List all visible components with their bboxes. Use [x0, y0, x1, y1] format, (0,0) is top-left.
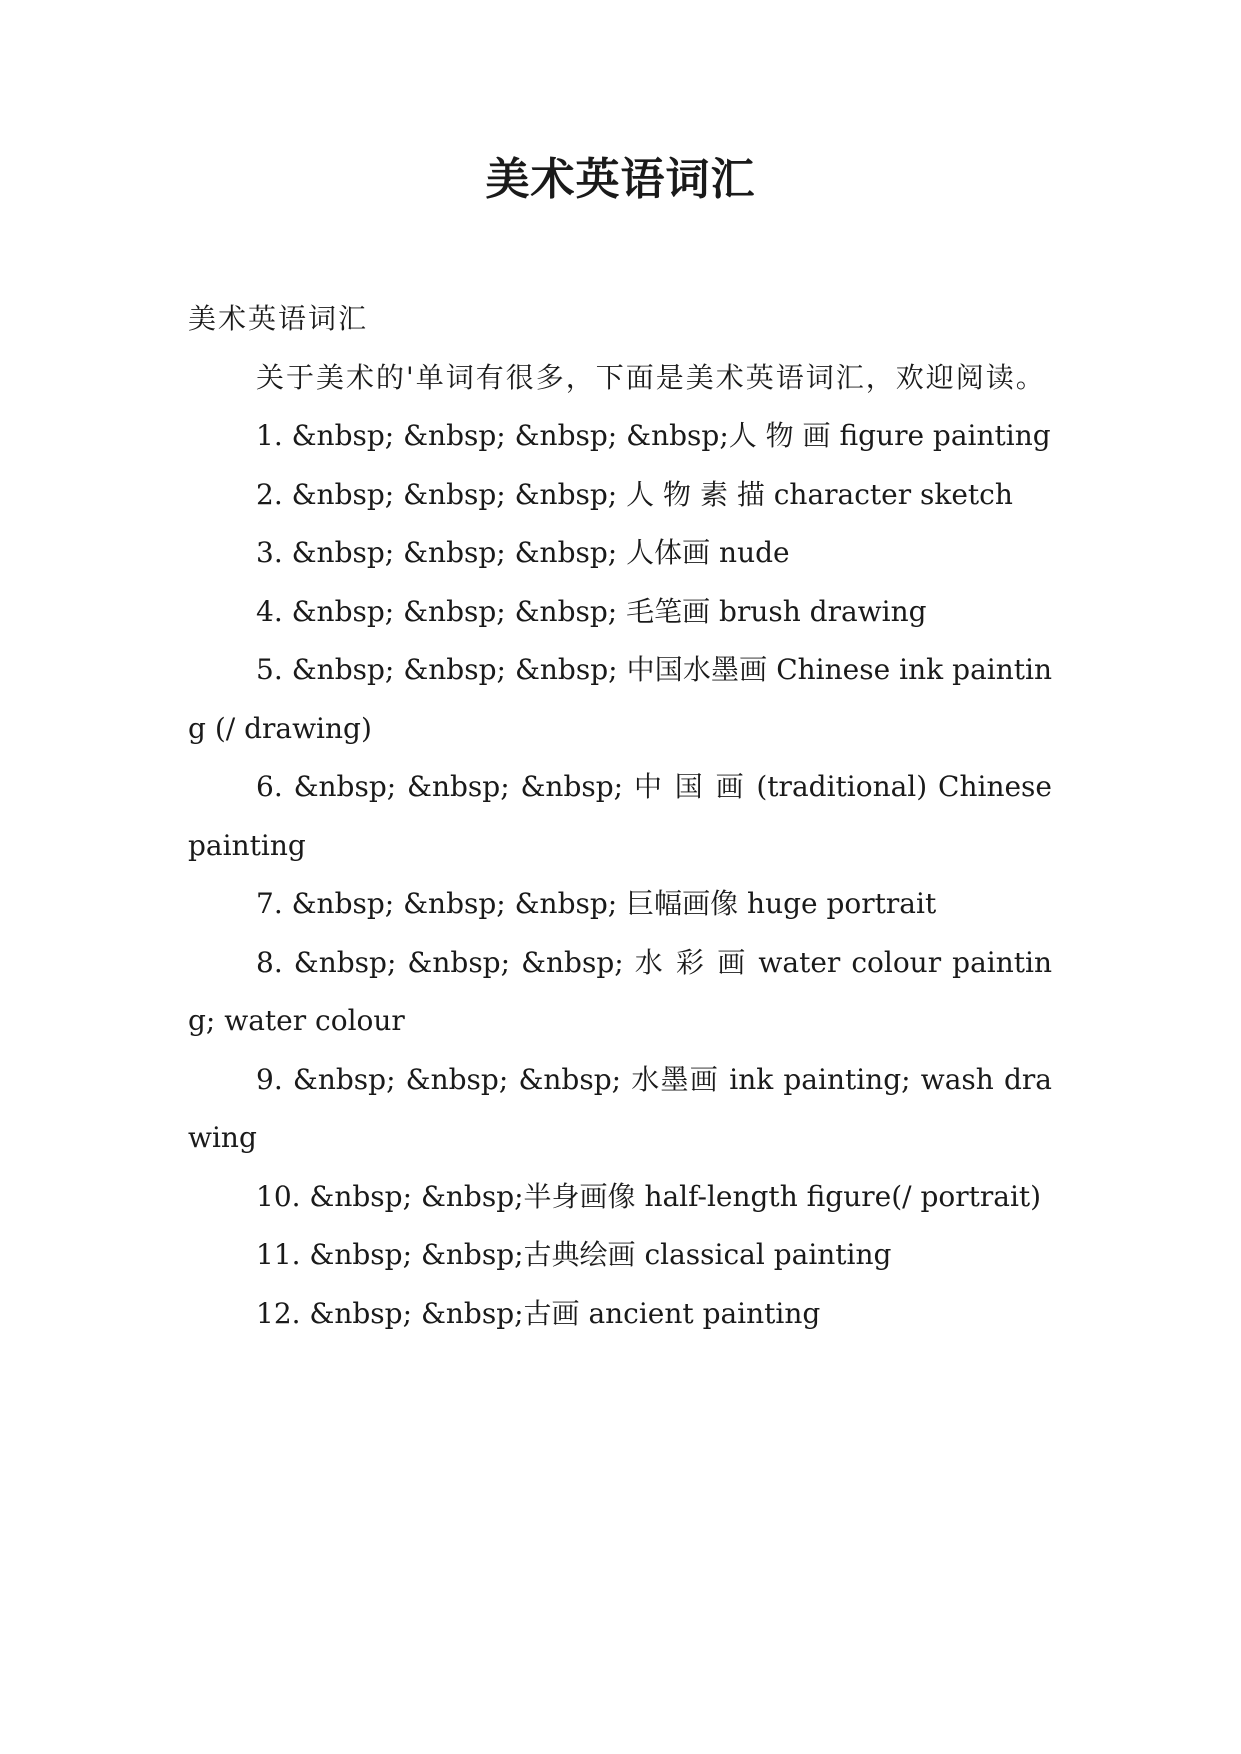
vocab-item-9: 9. &nbsp; &nbsp; &nbsp; 水墨画 ink painting; wash drawing: [188, 1062, 1052, 1154]
vocab-item-10: 10. &nbsp; &nbsp;半身画像 half-length figure(/ portrait): [256, 1179, 1042, 1213]
vocab-item-3: 3. &nbsp; &nbsp; &nbsp; 人体画 nude: [256, 536, 790, 569]
vocab-item-6: 6. &nbsp; &nbsp; &nbsp; 中 国 画 (traditional) Chinese painting: [188, 770, 1052, 862]
intro-paragraph: 关于美术的'单词有很多，下面是美术英语词汇，欢迎阅读。: [256, 360, 1046, 394]
document-body: [188, 290, 1052, 1343]
vocab-item-12: 12. &nbsp; &nbsp;古画 ancient painting: [256, 1296, 821, 1330]
document-title: 美术英语词汇: [485, 154, 756, 205]
vocab-item-2: 2. &nbsp; &nbsp; &nbsp; 人 物 素 描 character sketch: [256, 477, 1013, 511]
vocab-item-7: 7. &nbsp; &nbsp; &nbsp; 巨幅画像 huge portrait: [256, 887, 937, 920]
vocab-item-11: 11. &nbsp; &nbsp;古典绘画 classical painting: [256, 1238, 892, 1271]
vocab-item-5: 5. &nbsp; &nbsp; &nbsp; 中国水墨画 Chinese ink painting (/ drawing): [188, 653, 1052, 745]
document-subtitle: 美术英语词汇: [188, 302, 369, 335]
vocab-item-1: 1. &nbsp; &nbsp; &nbsp; &nbsp;人 物 画 figure painting: [256, 419, 1051, 452]
vocab-item-4: 4. &nbsp; &nbsp; &nbsp; 毛笔画 brush drawing: [256, 594, 927, 628]
vocab-item-8: 8. &nbsp; &nbsp; &nbsp; 水 彩 画 water colour painting; water colour: [188, 945, 1052, 1037]
